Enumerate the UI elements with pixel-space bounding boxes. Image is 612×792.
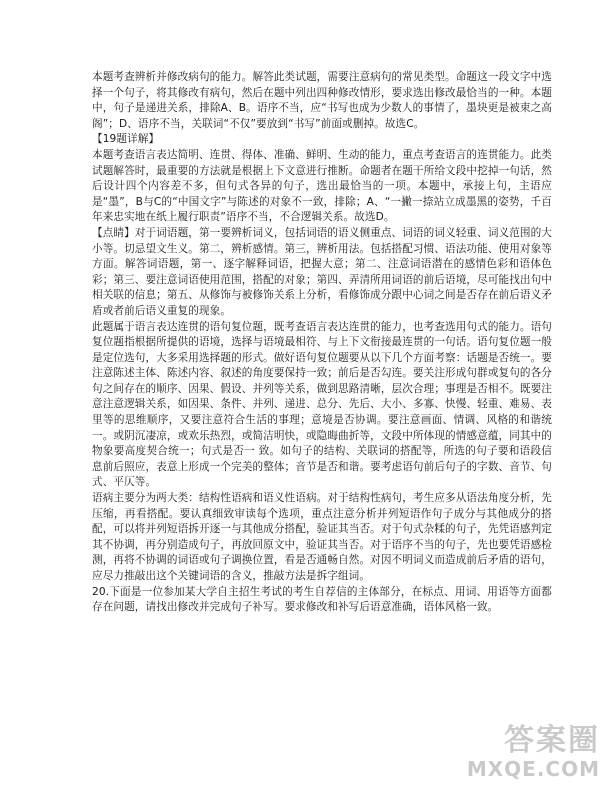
tip-paragraph-grammar: 语病主要分为两大类：结构性语病和语义性语病。对于结构性病句，考生应多从语法角度分析，先压缩，再看搭配。要认真细致审读每个选项，重点注意分析并列短语作句子成分与其他成分的搭配，可以将并列短语拆开逐一与其他成分搭配，验证其当否。对于句式杂糅的句子，先凭语感判定其不协调，再分别造成句子，再放回原文中，验证其当否。对于语序不当的句子，先也要凭语感检测，再将不协调的词语或句子调换位置，看是否通畅自然。对因不明词义而造成前后矛盾的语句，应尽力推敲出这个关键词语的含义，推敲方法是拆字组词。 [92,492,552,582]
section-heading-19: 【19题详解】 [92,133,160,146]
tip-paragraph-coherence: 此题属于语言表达连贯的语句复位题，既考查语言表达连贯的能力，也考查选用句式的能力。语句复位题指根据所提供的语境，选择与语境最相符、与上下文衔接最连贯的一句话。语句复位题一般是定位选句，大多采用选择题的形式。做好语句复位题要从以下几个方面考察：话题是否统一。要注意陈述主体、陈述内容、叙述的角度要保持一致；前后是否勾连。要关注形成句群或复句的各分句之间存在的顺序、因果、假设、并列等关系，做到思路清晰，层次合理；事理是否相不。既要注意注意逻辑关系，如因果、条件、并列、递进、总分、先后、大小、多寡、快慢、轻重、难易、表里等的思维顺序，又要注意符合生活的事理；意境是否协调。要注意画面、情调、风格的和谐统一。或阴沉凄凉，或欢乐热烈，或简洁明快，或隐晦曲折等，文段中所体现的情感意蕴，同其中的物象要高度契合统一；句式是否一 致。如句子的结构、关联词的搭配等，所选的句子要和语段信息前后照应，表意上形成一个完美的整体；音节是否和谐。要考虑语句前后句子的字数、音节、句式、平仄等。 [92,320,552,489]
analysis-paragraph-19: 本题考查语言表达简明、连贯、得体、准确、鲜明、生动的能力，重点考查语言的连贯能力。此类试题解答时，最重要的方法就是根据上下文意进行推断。命题者在题干所给文段中挖掉一句话，然后设计四个内容差不多，但句式各异的句子，选出最恰当的一项。本题中，承接上句，主语应是“墨”，B与C的“中国文字”与陈述的对象不一致，排除；A、“一撇一捺站立成墨黑的姿势，千百年来忠实地在纸上履行职责”语序不当，不合逻辑关系。故选D。 [92,148,552,224]
tip-paragraph-words: 【点睛】对于词语题，第一要辨析词义，包括词语的语义侧重点、词语的词义轻重、词义范围的大小等。切忌望文生义。第二，辨析感情。第三，辨析用法。包括搭配习惯、语法功能、使用对象等方面。解答词语题，第一、逐字解释词语，把握大意；第二、注意词语潜在的感情色彩和语体色彩；第三、要注意词语使用范围，搭配的对象；第四、弄清所用词语的前后语境，尽可能找出句中相关联的信息；第五、从修饰与被修饰关系上分析，看修饰成分跟中心词之间是否存在前后语义矛盾或者前后语义重复的现象。 [92,226,552,317]
watermark-url-text: MXQE.COM [466,757,600,781]
watermark-logo [460,724,600,784]
question-20: 20.下面是一位参加某大学自主招生考试的考生自荐信的主体部分，在标点、用词、用语等方面都存在问题，请找出修改并完成句子补写。要求修改和补写后语意准确，语体风格一致。 [92,585,552,614]
document-body [92,70,552,616]
watermark-logo-text: 答案圈 [504,723,600,758]
analysis-paragraph-18: 本题考查辨析并修改病句的能力。解答此类试题，需要注意病句的常见类型。命题这一段文字中选择一个句子，将其修改有病句，然后在题中列出四种修改情形，要求选出修改最恰当的一种。本题中，句子是递进关系，排除A、B。语序不当，应“书写也成为少数人的事情了，墨块更是被束之高阁”；D、语序不当，关联词“不仅”要放到“书写”前面或删掉。故选C。 [92,71,552,130]
